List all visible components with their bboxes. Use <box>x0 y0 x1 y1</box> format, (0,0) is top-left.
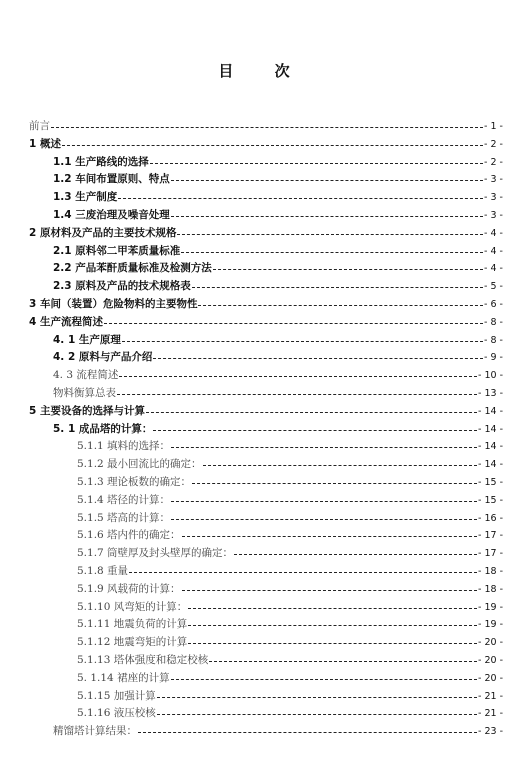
toc-entry-label: 3 车间（装置）危险物料的主要物性 <box>29 297 198 310</box>
toc-entry-label: 5.1.15 加强计算 <box>77 689 156 702</box>
toc-entry-label: 前言 <box>29 120 50 132</box>
toc-entry-page: - 18 - <box>478 565 503 577</box>
toc-entry-page: - 13 - <box>478 387 503 399</box>
toc-entry-page: - 15 - <box>478 476 503 488</box>
toc-entry-label: 4. 1 生产原理 <box>53 333 121 346</box>
dot-leader <box>146 404 477 414</box>
toc-entry-label: 1.4 三废治理及噪音处理 <box>53 208 170 221</box>
toc-entry[interactable] <box>29 652 503 670</box>
toc-entry-label: 5.1.1 填料的选择： <box>77 440 171 453</box>
toc-entry-page: - 18 - <box>478 583 503 595</box>
toc-entry[interactable] <box>29 474 503 492</box>
toc-entry-page: - 9 - <box>484 352 503 364</box>
toc-entry-label: 4. 3 流程简述 <box>53 369 119 382</box>
toc-entry-page: - 17 - <box>478 548 503 560</box>
toc-entry-page: - 4 - <box>484 227 503 239</box>
toc-entry-label: 5. 1 成品塔的计算： <box>53 422 153 435</box>
toc-entry[interactable] <box>29 260 503 278</box>
dot-leader <box>157 706 477 716</box>
dot-leader <box>138 724 477 734</box>
toc-entry-page: - 3 - <box>484 174 503 186</box>
dot-leader <box>209 653 477 663</box>
dot-leader <box>150 155 483 165</box>
toc-entry[interactable] <box>29 385 503 403</box>
dot-leader <box>122 333 483 343</box>
toc-entry-page: - 23 - <box>478 726 503 738</box>
toc-entry[interactable] <box>29 189 503 207</box>
toc-entry[interactable] <box>29 118 503 136</box>
toc-entry-label: 2.3 原料及产品的技术规格表 <box>53 280 191 293</box>
dot-leader <box>192 475 477 485</box>
dot-leader <box>203 457 477 467</box>
toc-entry-page: - 2 - <box>484 138 503 150</box>
toc-entry-label: 5.1.12 地震弯矩的计算 <box>77 636 188 649</box>
toc-entry-page: - 14 - <box>478 459 503 471</box>
toc-entry-label: 5.1.8 重量 <box>77 564 129 577</box>
toc-entry[interactable] <box>29 527 503 545</box>
toc-entry[interactable] <box>29 136 503 154</box>
toc-entry-page: - 3 - <box>484 209 503 221</box>
toc-entry-label: 5.1.11 地震负荷的计算 <box>77 618 188 631</box>
toc-entry-page: - 5 - <box>484 281 503 293</box>
dot-leader <box>118 190 483 200</box>
toc-entry-label: 5.1.2 最小回流比的确定： <box>77 458 202 471</box>
dot-leader <box>104 315 483 325</box>
toc-entry[interactable] <box>29 421 503 439</box>
dot-leader <box>234 546 477 556</box>
toc-entry-page: - 20 - <box>478 637 503 649</box>
toc-entry-page: - 19 - <box>478 619 503 631</box>
toc-entry[interactable] <box>29 456 503 474</box>
toc-entry[interactable] <box>29 581 503 599</box>
dot-leader <box>182 582 477 592</box>
toc-entry[interactable] <box>29 545 503 563</box>
dot-leader <box>171 511 477 521</box>
dot-leader <box>188 635 477 645</box>
toc-entry[interactable] <box>29 367 503 385</box>
toc-entry-label: 1.1 生产路线的选择 <box>53 155 149 168</box>
toc-entry-page: - 6 - <box>484 298 503 310</box>
toc-entry-label: 5.1.5 塔高的计算： <box>77 511 171 524</box>
toc-entry[interactable] <box>29 492 503 510</box>
toc-entry-page: - 17 - <box>478 530 503 542</box>
toc-entry-page: - 10 - <box>478 370 503 382</box>
toc-entry[interactable] <box>29 314 503 332</box>
toc-entry[interactable] <box>29 349 503 367</box>
toc-entry-page: - 1 - <box>484 121 503 132</box>
dot-leader <box>181 244 483 254</box>
dot-leader <box>171 493 477 503</box>
toc-entry[interactable] <box>29 332 503 350</box>
toc-entry-label: 5.1.6 塔内件的确定： <box>77 529 181 542</box>
toc-entry[interactable] <box>29 438 503 456</box>
toc-entry-label: 5.1.13 塔体强度和稳定校核 <box>77 653 209 666</box>
dot-leader <box>153 422 477 432</box>
toc-entry-label: 5. 1.14 裙座的计算 <box>77 671 170 684</box>
toc-entry[interactable] <box>29 296 503 314</box>
toc-entry-page: - 21 - <box>478 708 503 720</box>
toc-entry-page: - 14 - <box>478 423 503 435</box>
toc-entry-label: 5.1.4 塔径的计算： <box>77 493 171 506</box>
toc-entry-label: 1.3 生产制度 <box>53 191 118 204</box>
toc-entry-page: - 20 - <box>478 654 503 666</box>
table-of-contents <box>29 118 503 741</box>
toc-entry[interactable] <box>29 403 503 421</box>
toc-entry[interactable] <box>29 207 503 225</box>
toc-entry[interactable] <box>29 616 503 634</box>
toc-entry-page: - 14 - <box>478 405 503 417</box>
dot-leader <box>177 226 483 236</box>
dot-leader <box>171 671 477 681</box>
dot-leader <box>213 261 483 271</box>
toc-entry[interactable] <box>29 243 503 261</box>
toc-entry-page: - 14 - <box>478 441 503 453</box>
toc-entry[interactable] <box>29 705 503 723</box>
page-title: 目 次 <box>218 62 308 80</box>
dot-leader <box>129 564 477 574</box>
dot-leader <box>51 119 483 129</box>
toc-entry[interactable] <box>29 634 503 652</box>
dot-leader <box>117 386 477 396</box>
toc-entry[interactable] <box>29 563 503 581</box>
toc-entry-page: - 2 - <box>484 156 503 168</box>
toc-entry[interactable] <box>29 225 503 243</box>
toc-entry[interactable] <box>29 670 503 688</box>
toc-entry-page: - 16 - <box>478 512 503 524</box>
toc-entry-label: 物料衡算总表 <box>53 386 116 399</box>
dot-leader <box>153 350 483 360</box>
toc-entry-label: 2 原材料及产品的主要技术规格 <box>29 226 177 239</box>
toc-entry-label: 4 生产流程简述 <box>29 315 103 328</box>
dot-leader <box>192 279 483 289</box>
toc-entry-label: 5.1.9 风载荷的计算： <box>77 582 181 595</box>
toc-entry[interactable] <box>29 171 503 189</box>
toc-entry[interactable] <box>29 154 503 172</box>
toc-entry[interactable] <box>29 278 503 296</box>
toc-entry-page: - 4 - <box>484 263 503 275</box>
toc-entry[interactable] <box>29 510 503 528</box>
dot-leader <box>171 172 483 182</box>
toc-entry-label: 5 主要设备的选择与计算 <box>29 404 145 417</box>
toc-entry[interactable] <box>29 599 503 617</box>
dot-leader <box>171 208 483 218</box>
toc-entry-label: 5.1.7 筒壁厚及封头壁厚的确定： <box>77 547 234 560</box>
toc-entry-page: - 8 - <box>484 334 503 346</box>
toc-entry-page: - 20 - <box>478 672 503 684</box>
dot-leader <box>119 368 477 378</box>
toc-entry[interactable] <box>29 688 503 706</box>
toc-entry-label: 1.2 车间布置原则、特点 <box>53 173 170 186</box>
toc-entry-page: - 19 - <box>478 601 503 613</box>
toc-entry-page: - 21 - <box>478 690 503 702</box>
dot-leader <box>171 439 477 449</box>
toc-entry-label: 2.2 产品苯酐质量标准及检测方法 <box>53 262 212 275</box>
toc-entry-label: 5.1.3 理论板数的确定： <box>77 475 192 488</box>
toc-entry-page: - 15 - <box>478 494 503 506</box>
toc-entry-label: 4. 2 原料与产品介绍 <box>53 351 153 364</box>
toc-entry[interactable] <box>29 723 503 741</box>
toc-entry-page: - 3 - <box>484 192 503 204</box>
dot-leader <box>188 600 477 610</box>
dot-leader <box>182 528 477 538</box>
toc-entry-label: 精馏塔计算结果： <box>53 725 137 738</box>
toc-entry-label: 5.1.10 风弯矩的计算： <box>77 600 188 613</box>
dot-leader <box>188 617 477 627</box>
toc-entry-page: - 4 - <box>484 245 503 257</box>
dot-leader <box>62 137 483 147</box>
toc-entry-label: 1 概述 <box>29 137 61 150</box>
dot-leader <box>198 297 483 307</box>
toc-entry-page: - 8 - <box>484 316 503 328</box>
dot-leader <box>157 689 477 699</box>
toc-entry-label: 2.1 原料邻二甲苯质量标准 <box>53 244 181 257</box>
toc-entry-label: 5.1.16 液压校核 <box>77 707 156 720</box>
